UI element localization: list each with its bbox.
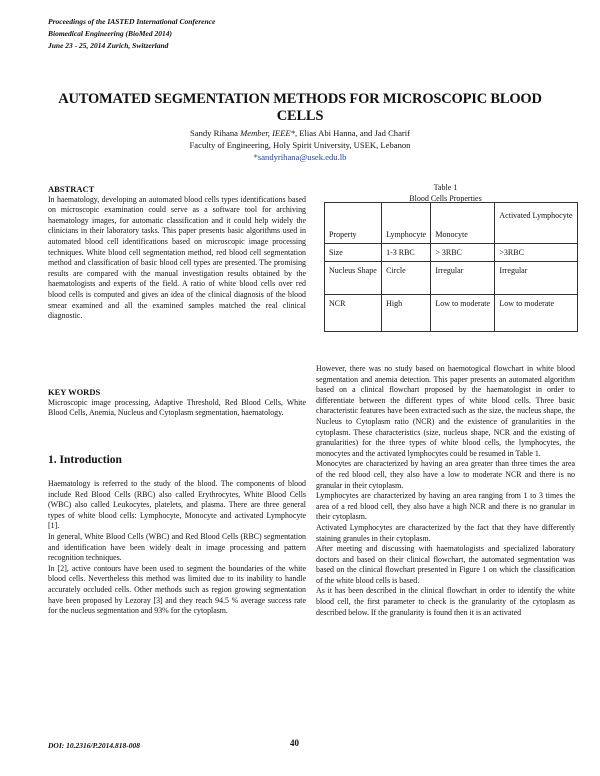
paper-title-line1: AUTOMATED SEGMENTATION METHODS FOR MICROSCOPIC BLOOD (58, 91, 542, 107)
affiliation: Faculty of Engineering, Holy Spirit University, USEK, Lebanon (189, 140, 411, 150)
keywords-text: Microscopic image processing, Adaptive Threshold, Red Blood Cells, White Blood Cells, Anemia, Nucleus and Cytoplasm segmentation, haematology. (48, 397, 306, 418)
doi-footer: DOI: 10.2316/P.2014.818-008 (48, 741, 140, 750)
author-membership: Member, IEEE* (240, 128, 295, 138)
table-cell: Nucleus Shape (325, 262, 382, 295)
author-others: , Elias Abi Hanna, and Jad Charif (294, 128, 411, 138)
introduction-heading: 1. Introduction (48, 454, 122, 466)
conference-header (48, 16, 215, 52)
table-header-cell: Activated Lymphocyte (495, 203, 578, 244)
table-header-cell: Lymphocyte (382, 203, 431, 244)
table-cell: NCR (325, 295, 382, 332)
table-cell: Size (325, 244, 382, 262)
body-paragraph: Activated Lymphocytes are characterized by the fact that they have differently staining granules in their cytoplasm. (316, 522, 575, 543)
abstract-section (48, 184, 306, 322)
body-paragraph: Monocytes are characterized by having an area greater than three times the area of the red blood cell, they also have a low to moderate NCR and there is no granular in their cytoplasm. (316, 459, 575, 490)
table-number: Table 1 (433, 183, 458, 192)
table-cell: >3RBC (495, 244, 578, 262)
table-row (325, 295, 578, 332)
intro-paragraph: Haematology is referred to the study of the blood. The components of blood include Red Blood Cells (RBC) also called Erythrocytes, White Blood Cells (WBC) also called Leukocytes, platelets, and plasma. There are three general types of white blood cells: Lymphocyte, Monocyte and activated Lymphocyte [1]. (48, 479, 306, 531)
abstract-heading: ABSTRACT (48, 184, 95, 194)
author-block (60, 127, 540, 163)
table-header-cell: Property (325, 203, 382, 244)
table-cell: Circle (382, 262, 431, 295)
table-title: Blood Cells Properties (409, 194, 482, 203)
table-cell: Irregular (495, 262, 578, 295)
table-cell: Low to moderate (495, 295, 578, 332)
body-paragraph: However, there was no study based on haemotogical flowchart in white blood segmentation and anemia detection. This paper presents an automated algorithm based on a clinical flowchart proposed by the haematologist in order to differentiate between the different types of white blood cells. Three basic characteristic features have been extracted such as the size, the nucleus shape, the Nucleus to Cytoplasm ratio (NCR) and the existence of granularities in the cytoplasm. These characteristics (size, nucleus shape, NCR and the existing of granularities) for the three types of white blood cells, the lymphocytes, the monocytes and the activated lymphocytes could be resumed in Table 1. (316, 364, 575, 458)
abstract-text: In haematology, developing an automated blood cells types identifications based on microscopic examination could serve as a software tool for archiving haematology images, for automatic classification and it could help widely the clinicians in their laboratory tasks. This paper presents basic algorithms used in automated blood cell identifications based on microscopic image processing techniques. White blood cell segmentation method, red blood cell segmentation method and classification of basic blood cell types are presented. The promising results are compared with the manual investigation results obtained by the haematologists and experts of the field. A ratio of white blood cells over red blood cells is computed and gives an idea of the clinical diagnosis of the blood smear examined and all the examined samples matched the real clinical diagnostic. (48, 194, 306, 321)
table-cell: Low to moderate (431, 295, 495, 332)
email-link[interactable]: *sandyrihana@usek.edu.lb (253, 152, 347, 162)
table-cell: Irregular (431, 262, 495, 295)
paper-title (50, 91, 550, 125)
conference-name: Proceedings of the IASTED International Conference (48, 17, 216, 26)
table-cell: > 3RBC (431, 244, 495, 262)
body-paragraph: Lymphocytes are characterized by having an area ranging from 1 to 3 times the area of a red blood cell, they also have a high NCR and there is no granular in their cytoplasm. (316, 491, 575, 522)
conference-date: June 23 - 25, 2014 Zurich, Switzerland (48, 41, 169, 50)
introduction-body (48, 479, 306, 617)
keywords-heading: KEY WORDS (48, 387, 101, 397)
table-header-cell: Monocyte (431, 203, 495, 244)
table-caption (316, 182, 575, 204)
author-names (60, 127, 540, 139)
conference-subtitle: Biomedical Engineering (BioMed 2014) (48, 29, 172, 38)
intro-paragraph: In [2], active contours have been used to segment the boundaries of the white blood cells. Nevertheless this method was limited due to its inability to handle accurately occluded cells. Other methods such as region growing segmentation have been proposed by Lezoray [3] and they reach 94.5 % average success rate for the nucleus segmentation and 93% for the cytoplasm. (48, 563, 306, 616)
table-cell: 1-3 RBC (382, 244, 431, 262)
table-header-row (325, 203, 578, 244)
page-number: 40 (290, 738, 299, 748)
keywords-section (48, 387, 306, 419)
table-cell: High (382, 295, 431, 332)
blood-cells-table (324, 202, 578, 332)
intro-paragraph: In general, White Blood Cells (WBC) and Red Blood Cells (RBC) segmentation and identification have been widely dealt in image processing and pattern recognition techniques. (48, 531, 306, 563)
right-column-body (316, 364, 575, 618)
table-row (325, 262, 578, 295)
author-first: Sandy Rihana (189, 128, 241, 138)
paper-title-line2: CELLS (276, 108, 324, 124)
body-paragraph: After meeting and discussing with haematologists and specialized laboratory doctors and based on their clinical flowchart, the automated segmentation was based on the clinical flowchart presented in Figure 1 on which the classification of the white blood cells is based. (316, 544, 575, 585)
table-row (325, 244, 578, 262)
body-paragraph: As it has been described in the clinical flowchart in order to identify the white blood cell, the first parameter to check is the granularity of the cytoplasm as described below. If the granularity is found then it is an activated (316, 586, 575, 617)
